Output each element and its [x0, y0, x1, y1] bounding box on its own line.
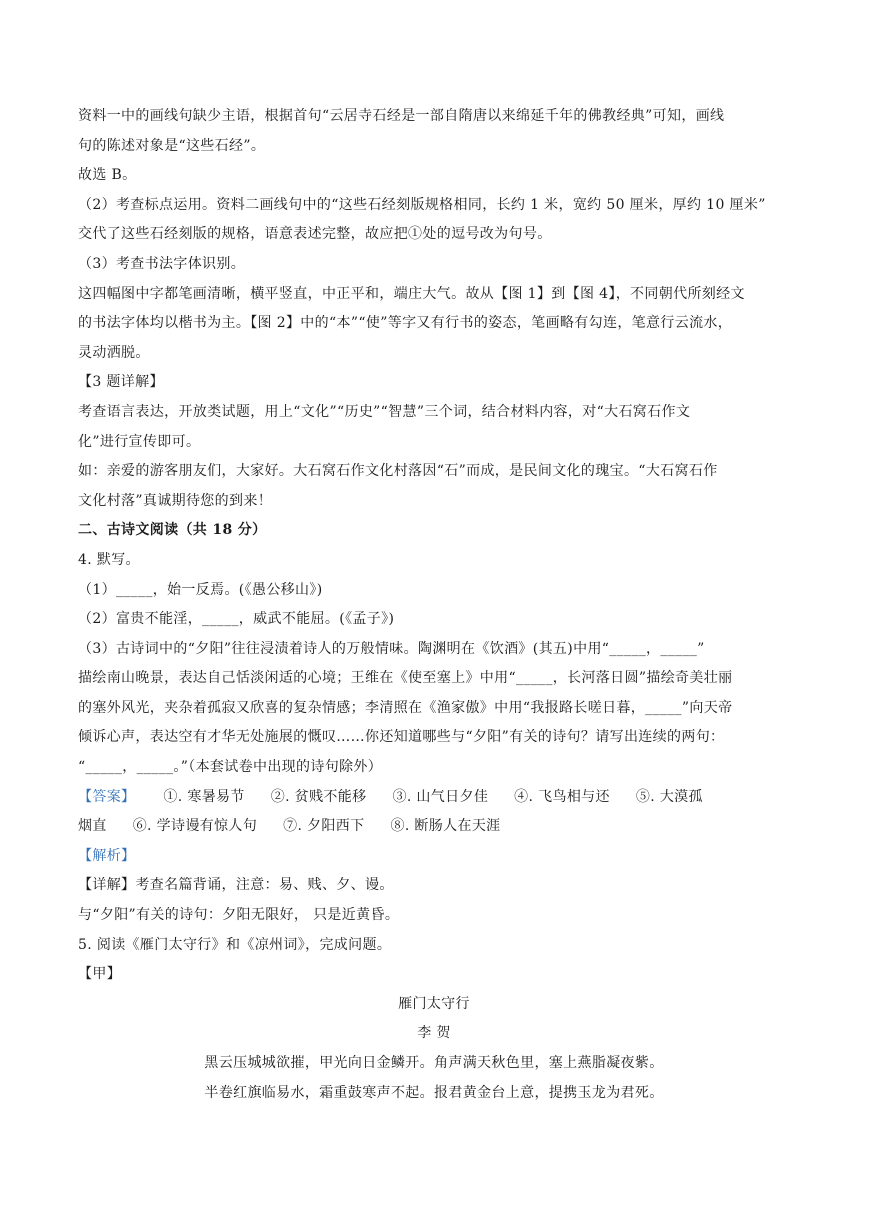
subsection-heading: 【3 题详解】	[78, 374, 164, 391]
paragraph-line: 故选 B。	[78, 167, 137, 184]
poem-author: 李 贺	[417, 1025, 451, 1042]
answer-item: 烟直	[78, 818, 107, 835]
paragraph-line: 这四幅图中字都笔画清晰，横平竖直，中正平和，端庄大气。故从【图 1】到【图 4】，不同朝代所刻经文	[78, 285, 745, 302]
poem-line: 黑云压城城欲摧，甲光向日金鳞开。角声满天秋色里，塞上燕脂凝夜紫。	[204, 1055, 664, 1071]
answer-item: ⑤. 大漠孤	[635, 788, 703, 805]
answer-item: ③. 山气日夕佳	[392, 788, 489, 805]
analysis-tag: 【解析】	[78, 847, 136, 864]
question-item: 描绘南山晚景，表达自己恬淡闲适的心境；王维在《使至塞上》中用“_____，长河落日圆”描绘奇美壮丽	[78, 670, 733, 687]
question-item: （1）_____，始一反焉。(《愚公移山》)	[78, 581, 323, 598]
answer-item: ⑦. 夕阳西下	[283, 818, 365, 835]
question-item: “_____，_____。”（本套试卷中出现的诗句除外）	[78, 759, 383, 776]
answer-row	[78, 812, 790, 842]
question-title: 5. 阅读《雁门太守行》和《凉州词》，完成问题。	[78, 936, 392, 953]
paragraph-line: 化”进行宣传即可。	[78, 433, 201, 450]
answer-row	[78, 783, 790, 813]
answer-item: ②. 贫贱不能移	[270, 788, 367, 805]
question-item: 的塞外风光，夹杂着孤寂又欣喜的复杂情感；李清照在《渔家傲》中用“我报路长嗟日暮，_____”向天帝	[78, 699, 733, 716]
paragraph-line: 资料一中的画线句缺少主语，根据首句“云居寺石经是一部自隋唐以来绵延千年的佛教经典”可知，画线	[78, 108, 725, 124]
question-item: （3）古诗词中的“夕阳”往往浸渍着诗人的万般情味。陶渊明在《饮酒》(其五)中用“_____，_____”	[78, 640, 705, 657]
answer-item: ①. 寒暑易节	[163, 788, 245, 805]
paragraph-line: 的书法字体均以楷书为主。【图 2】中的“本”“使”等字又有行书的姿态，笔画略有勾连，笔意行云流水，	[78, 315, 733, 332]
question-title: 4. 默写。	[78, 551, 140, 568]
paragraph-line: （2）考查标点运用。资料二画线句中的“这些石经刻版规格相同，长约 1 米，宽约 50 厘米，厚约 10 厘米”	[78, 196, 766, 213]
analysis-related: 与“夕阳”有关的诗句：夕阳无限好， 只是近黄昏。	[78, 907, 400, 924]
section-heading: 二、古诗文阅读（共 18 分）	[78, 522, 267, 539]
paragraph-line: 交代了这些石经刻版的规格，语意表述完整，故应把①处的逗号改为句号。	[78, 226, 552, 243]
paragraph-line: 考查语言表达，开放类试题，用上“文化”“历史”“智慧”三个词，结合材料内容，对“大石窝石作文	[78, 403, 691, 420]
paragraph-line: 文化村落”真诚期待您的到来！	[78, 492, 273, 509]
question-item: 倾诉心声，表达空有才华无处施展的慨叹……你还知道哪些与“夕阳”有关的诗句？请写出连续的两句：	[78, 729, 725, 746]
paragraph-line: 如：亲爱的游客朋友们，大家好。大石窝石作文化村落因“石”而成，是民间文化的瑰宝。“大石窝石作	[78, 463, 718, 480]
paragraph-line: 句的陈述对象是“这些石经”。	[78, 137, 266, 154]
answer-item: ⑧. 断肠人在天涯	[390, 818, 501, 835]
analysis-detail: 【详解】考查名篇背诵，注意：易、贱、夕、谩。	[78, 877, 394, 894]
answer-item: ④. 飞鸟相与还	[514, 788, 610, 805]
paragraph-line: （3）考查书法字体识别。	[78, 255, 246, 272]
answer-item: ⑥. 学诗谩有惊人句	[132, 818, 258, 835]
question-item: （2）富贵不能淫，_____，威武不能屈。(《孟子》)	[78, 611, 395, 628]
poem-title: 雁门太守行	[398, 995, 470, 1012]
answer-tag: 【答案】	[78, 788, 136, 805]
paragraph-line: 灵动洒脱。	[78, 344, 150, 361]
poem-line: 半卷红旗临易水，霜重鼓寒声不起。报君黄金台上意，提携玉龙为君死。	[204, 1084, 664, 1101]
document-body	[78, 102, 790, 1108]
passage-label: 【甲】	[78, 966, 122, 983]
